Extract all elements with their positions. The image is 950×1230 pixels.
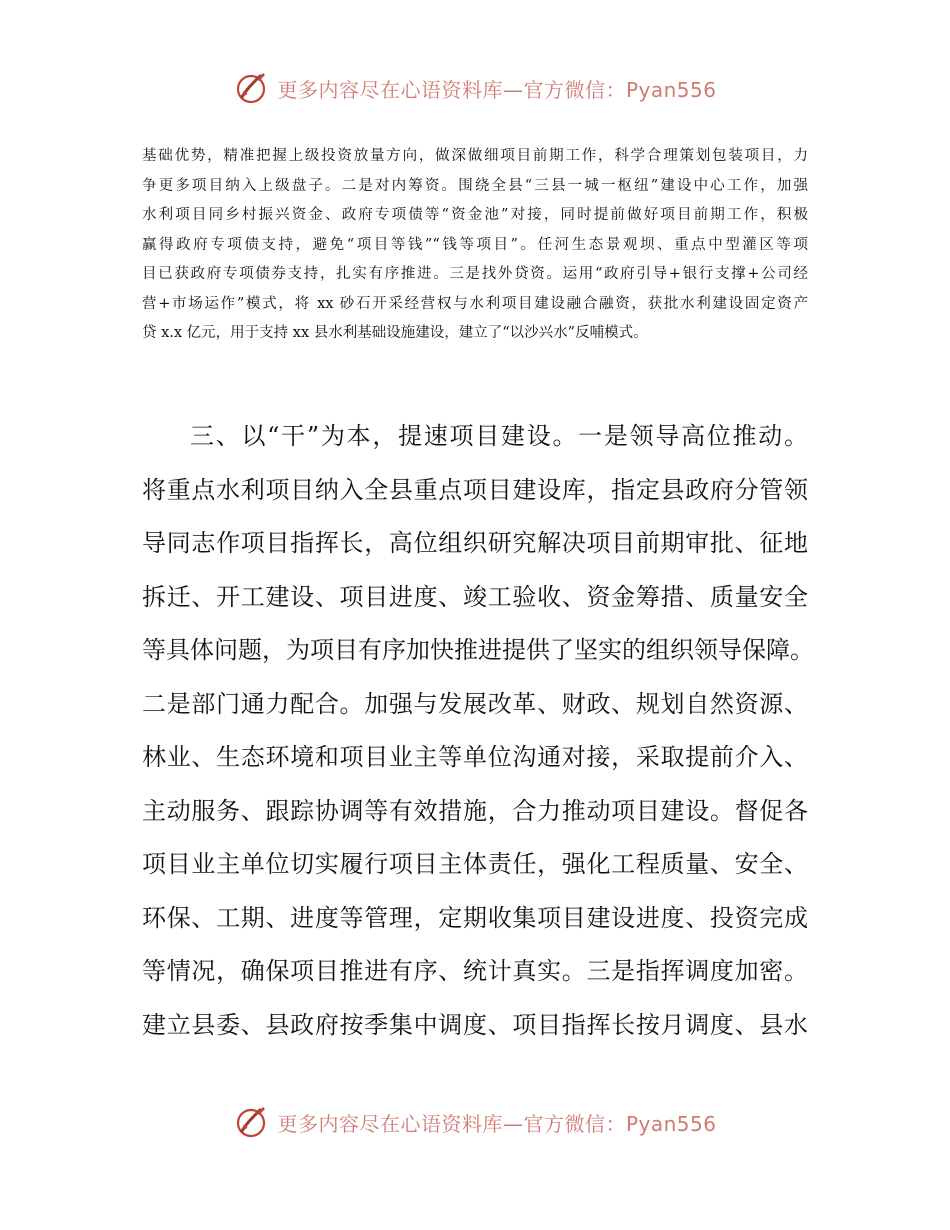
paragraph-line: 等情况，确保项目推进有序、统计真实。三是指挥调度加密。 (142, 957, 808, 985)
header-watermark-banner (0, 70, 950, 106)
paragraph-line: 目已获政府专项债券支持，扎实有序推进。三是找外贷资。运用“政府引导+银行支撑+公司经 (142, 266, 808, 282)
brush-pen-logo-icon (233, 1104, 269, 1140)
paragraph-line: 项目业主单位切实履行项目主体责任，强化工程质量、安全、 (142, 850, 808, 878)
paragraph-line: 主动服务、跟踪协调等有效措施，合力推动项目建设。督促各 (142, 796, 808, 825)
section-three-paragraph (142, 410, 814, 1052)
paragraph-line: 建立县委、县政府按季集中调度、项目指挥长按月调度、县水 (142, 1010, 808, 1039)
footer-watermark-banner (0, 1104, 950, 1140)
continuation-paragraph (142, 142, 808, 349)
paragraph-line: 二是部门通力配合。加强与发展改革、财政、规划自然资源、 (142, 689, 808, 718)
watermark-text: 更多内容尽在心语资料库—官方微信：Pyan556 (277, 77, 717, 102)
paragraph-line: 等具体问题，为项目有序加快推进提供了坚实的组织领导保障。 (142, 636, 814, 664)
paragraph-line: 林业、生态环境和项目业主等单位沟通对接，采取提前介入、 (142, 743, 808, 771)
paragraph-line: 拆迁、开工建设、项目进度、竣工验收、资金筹措、质量安全 (142, 582, 808, 611)
paragraph-line: 将重点水利项目纳入全县重点项目建设库，指定县政府分管领 (142, 475, 808, 504)
watermark-text: 更多内容尽在心语资料库—官方微信：Pyan556 (277, 1111, 717, 1136)
paragraph-line: 水利项目同乡村振兴资金、政府专项债等“资金池”对接，同时提前做好项目前期工作，积极 (142, 207, 808, 223)
paragraph-line: 环保、工期、进度等管理，定期收集项目建设进度、投资完成 (142, 903, 808, 932)
brush-pen-logo-icon (233, 70, 269, 106)
paragraph-line: 导同志作项目指挥长，高位组织研究解决项目前期审批、征地 (142, 529, 808, 557)
paragraph-line: 争更多项目纳入上级盘子。二是对内筹资。围绕全县“三县一城一枢纽”建设中心工作，加强 (142, 177, 808, 194)
paragraph-line: 基础优势，精准把握上级投资放量方向，做深做细项目前期工作，科学合理策划包装项目，力 (142, 148, 808, 164)
paragraph-line: 赢得政府专项债支持，避免“项目等钱”“钱等项目”。任河生态景观坝、重点中型灌区等项 (142, 236, 808, 253)
paragraph-line: 营+市场运作”模式，将 xx 砂石开采经营权与水利项目建设融合融资，获批水利建设固定资产 (142, 295, 808, 312)
section-heading-line: 三、以“干”为本，提速项目建设。一是领导高位推动。 (190, 422, 808, 450)
paragraph-line: 贷 x.x 亿元，用于支持 xx 县水利基础设施建设，建立了“以沙兴水”反哺模式。 (142, 325, 648, 341)
